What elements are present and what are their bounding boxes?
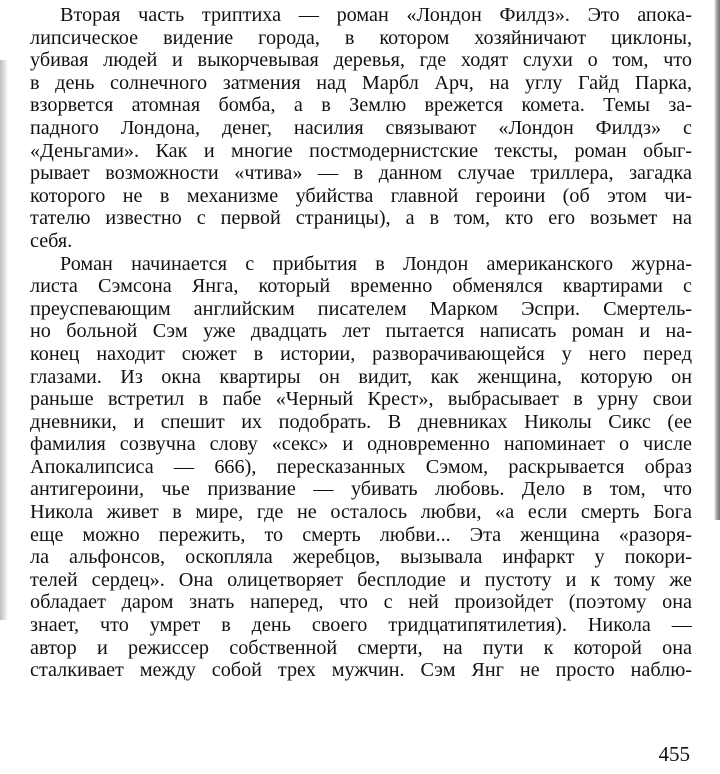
text-line: рывает возможности «чтива» — в данном случае триллера, загадка [30,162,692,185]
text-line: раньше встретил в пабе «Черный Крест», выбрасывает в урну свои [30,388,692,411]
text-line: листа Сэмсона Янга, который временно обменялся квартирами с [30,275,692,298]
text-line: в день солнечного затмения над Марбл Арч, на углу Гайд Парка, [30,71,692,94]
text-line: еще можно пережить, то смерть любви... Эта женщина «разоря- [30,523,692,546]
text-line: падного Лондона, денег, насилия связывают «Лондон Филдз» с [30,116,692,139]
page-number: 455 [658,742,690,766]
text-line: которого не в механизме убийства главной героини (об этом чи- [30,184,692,207]
text-line: себя. [30,229,73,252]
text-line: Роман начинается с прибытия в Лондон американского журна- [60,252,692,275]
text-line: знает, что умрет в день своего тридцатипятилетия). Никола — [30,614,692,637]
text-line: Вторая часть триптиха — роман «Лондон Филдз». Это апока- [60,4,692,26]
text-line: тателю известно с первой страницы), а в том, кто его возьмет на [30,207,692,230]
text-line: сталкивает между собой трех мужчин. Сэм Янг не просто наблю- [30,659,692,682]
text-line: липсическое видение города, в котором хозяйничают циклоны, [30,26,692,49]
text-line: Никола живет в мире, где не осталось любви, «а если смерть Бога [30,501,692,524]
text-line: глазами. Из окна квартиры он видит, как женщина, которую он [30,365,692,388]
text-line: «Деньгами». Как и многие постмодернистские тексты, роман обыг- [30,139,692,162]
page-edge-shadow-right [714,0,720,520]
text-line: телей сердец». Она олицетворяет бесплодие и пустоту и к тому же [30,568,692,591]
text-line: взорвется атомная бомба, а в Землю врежется комета. Темы за- [30,94,692,117]
text-line: ла альфонсов, оскопляла жеребцов, вызывала инфаркт у покори- [30,546,692,569]
text-line: дневники, и спешит их подобрать. В дневниках Николы Сикс (ее [30,410,692,433]
text-line: конец находит сюжет в истории, разворачивающейся у него перед [30,342,692,365]
text-line: Апокалипсиса — 666), пересказанных Сэмом, раскрывается образ [30,455,692,478]
page-edge-shadow-left [0,60,8,620]
text-line: преуспевающим английским писателем Марком Эспри. Смертель- [30,297,692,320]
text-line: антигероини, чье призвание — убивать любовь. Дело в том, что [30,478,692,501]
text-line: обладает даром знать наперед, что с ней произойдет (поэтому она [30,591,692,614]
text-line: но больной Сэм уже двадцать лет пытается написать роман и на- [30,320,692,343]
text-line: убивая людей и выкорчевывая деревья, где ходят слухи о том, что [30,49,692,72]
text-line: автор и режиссер собственной смерти, на пути к которой она [30,636,692,659]
text-line: фамилия созвучна слову «секс» и одновременно напоминает о числе [30,433,692,456]
body-text [30,4,692,682]
